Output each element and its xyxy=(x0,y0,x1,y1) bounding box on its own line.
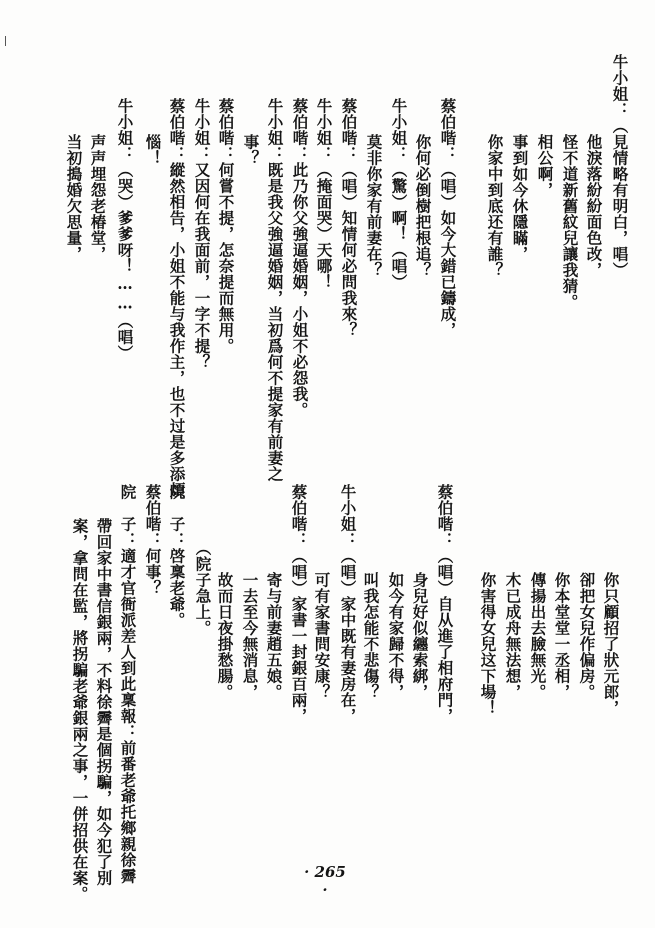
script-line: 他淚落紛紛面色改， xyxy=(584,134,604,278)
script-line: 牛小姐：（掩面哭）天哪！ xyxy=(314,98,334,290)
script-line: 你只顧招了狀元郎， xyxy=(601,572,621,716)
script-line: 木已成舟無法想， xyxy=(503,572,523,700)
margin-mark xyxy=(5,36,6,46)
script-line: 牛小姐：（唱）家中既有妻房在， xyxy=(338,484,358,724)
script-line: 卻把女兒作偏房。 xyxy=(577,572,597,700)
script-line: 故而日夜掛愁腸。 xyxy=(215,572,235,700)
script-line: 蔡伯喈：（唱）知情何必問我來？ xyxy=(339,98,359,338)
script-line: 你家中到底还有誰？ xyxy=(485,134,505,278)
script-line: 蔡伯喈：（唱）如今大錯已鑄成， xyxy=(438,98,458,338)
script-line: 一去至今無消息， xyxy=(240,572,260,700)
page-number: · 265 · xyxy=(304,863,346,899)
script-line: 院 子：啓稟老爺。 xyxy=(167,484,187,628)
script-line: 帶回家中書信銀兩，不料徐霽是個拐騙，如今犯了別 xyxy=(94,518,114,886)
script-line: 牛小姐：（哭）爹爹呀！……（唱） xyxy=(115,98,135,361)
script-line: 牛小姐：既是我父強逼婚姻，当初爲何不提家有前妻之 xyxy=(265,98,285,482)
script-line: 身兒好似纏索綁， xyxy=(410,572,430,700)
script-line: 惱！ xyxy=(143,134,163,166)
script-line: 蔡伯喈：何嘗不提，怎奈提而無用。 xyxy=(216,98,236,354)
script-line: 怪不道新舊紋兒讓我猜。 xyxy=(560,134,580,310)
script-line: 声声埋怨老椿堂， xyxy=(88,134,108,262)
script-line: 可有家書問安康？ xyxy=(312,572,332,700)
script-line: 牛小姐：又因何在我面前，一字不提？ xyxy=(192,98,212,370)
script-line: 傳揚出去臉無光。 xyxy=(528,572,548,700)
script-line: 案，拿問在監，將拐騙老爺銀兩之事，一併招供在案。 xyxy=(70,518,90,902)
script-line: 当初搗婚欠思量， xyxy=(64,134,84,262)
script-line: 寄与前妻趙五娘。 xyxy=(264,572,284,700)
script-line: 莫非你家有前妻在？ xyxy=(364,134,384,278)
script-line: 事？ xyxy=(241,134,261,166)
stage-direction: （院子急上。 xyxy=(193,540,213,636)
script-line: 院 子：適才官衙派差人到此稟報：前番老爺托鄉親徐霽 xyxy=(118,484,138,884)
script-line: 蔡伯喈：縱然相告，小姐不能与我作主，也不过是多添煩 xyxy=(167,98,187,498)
script-line: 蔡伯喈：（唱）自从進了相府門， xyxy=(435,484,455,724)
script-line: 牛小姐：（驚）啊！（唱） xyxy=(389,98,409,290)
script-line: 你害得女兒这下場！ xyxy=(478,572,498,716)
script-line: 事到如今休隱瞞， xyxy=(510,134,530,262)
script-line: 你何必倒樹把根追？ xyxy=(413,134,433,278)
script-line: 你本堂堂一丞相， xyxy=(552,572,572,700)
script-line: 如今有家歸不得， xyxy=(386,572,406,700)
script-line: 牛小姐：（見情略有明白，唱） xyxy=(610,54,630,278)
script-line: 蔡伯喈：此乃你父強逼婚姻，小姐不必怨我。 xyxy=(290,98,310,418)
script-line: 相公啊， xyxy=(535,134,555,198)
script-line: 蔡伯喈：（唱）家書一封銀百兩， xyxy=(289,484,309,724)
script-line: 叫我怎能不悲傷？ xyxy=(361,572,381,700)
script-line: 蔡伯喈：何事？ xyxy=(143,484,163,596)
